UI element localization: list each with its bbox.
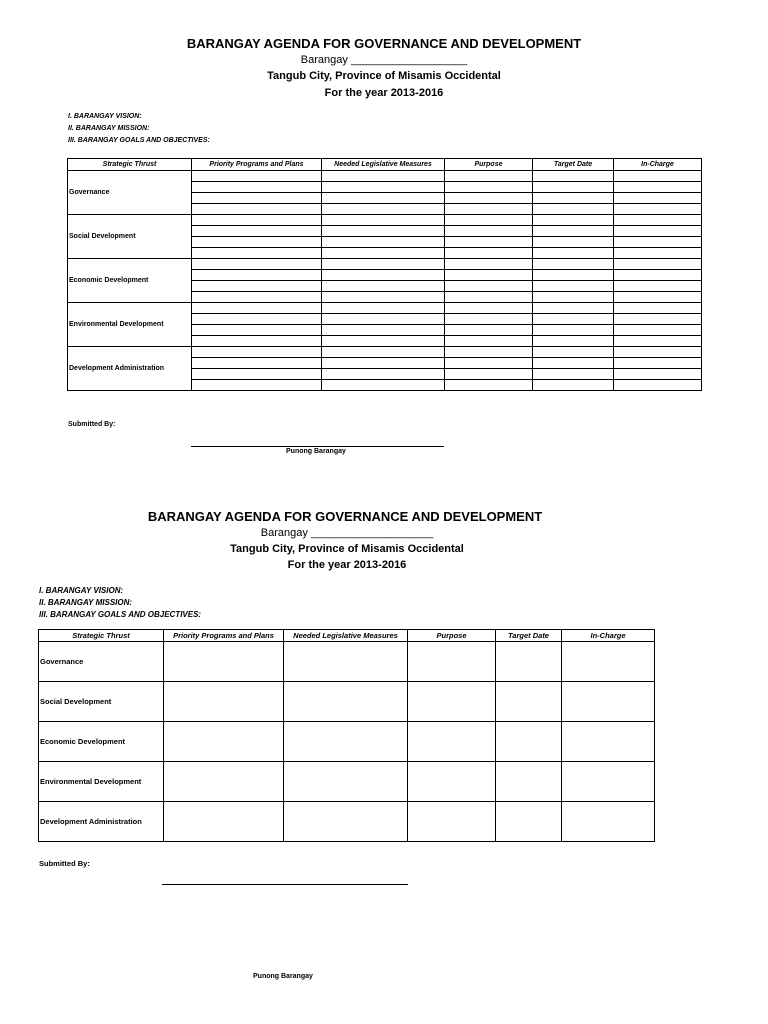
thrust-cell: Development Administration bbox=[68, 347, 192, 391]
entry-cell[interactable] bbox=[445, 182, 533, 193]
entry-cell[interactable] bbox=[322, 204, 445, 215]
entry-cell[interactable] bbox=[192, 358, 322, 369]
entry-cell[interactable] bbox=[533, 336, 614, 347]
table-row bbox=[39, 802, 655, 842]
entry-cell[interactable] bbox=[192, 292, 322, 303]
entry-cell[interactable] bbox=[562, 642, 655, 682]
signatory-label: Punong Barangay bbox=[253, 973, 313, 980]
entry-cell[interactable] bbox=[614, 182, 702, 193]
entry-cell[interactable] bbox=[322, 270, 445, 281]
entry-cell[interactable] bbox=[614, 325, 702, 336]
entry-cell[interactable] bbox=[322, 314, 445, 325]
entry-cell[interactable] bbox=[614, 292, 702, 303]
table-row bbox=[68, 303, 702, 314]
entry-cell[interactable] bbox=[533, 270, 614, 281]
entry-cell[interactable] bbox=[322, 303, 445, 314]
entry-cell[interactable] bbox=[614, 193, 702, 204]
entry-cell[interactable] bbox=[533, 369, 614, 380]
entry-cell[interactable] bbox=[445, 248, 533, 259]
entry-cell[interactable] bbox=[445, 270, 533, 281]
entry-cell[interactable] bbox=[614, 281, 702, 292]
entry-cell[interactable] bbox=[445, 204, 533, 215]
entry-cell[interactable] bbox=[562, 682, 655, 722]
table-row bbox=[39, 722, 655, 762]
col-header-target-date: Target Date bbox=[496, 630, 562, 642]
entry-cell[interactable] bbox=[614, 204, 702, 215]
entry-cell[interactable] bbox=[614, 369, 702, 380]
col-header-purpose: Purpose bbox=[408, 630, 496, 642]
entry-cell[interactable] bbox=[614, 237, 702, 248]
entry-cell[interactable] bbox=[408, 802, 496, 842]
location-line: Tangub City, Province of Misamis Occidental bbox=[230, 543, 464, 555]
entry-cell[interactable] bbox=[284, 802, 408, 842]
entry-cell[interactable] bbox=[192, 314, 322, 325]
table-row bbox=[39, 682, 655, 722]
entry-cell[interactable] bbox=[408, 642, 496, 682]
entry-cell[interactable] bbox=[533, 380, 614, 391]
col-header-legislative-measures: Needed Legislative Measures bbox=[322, 159, 445, 171]
entry-cell[interactable] bbox=[614, 347, 702, 358]
entry-cell[interactable] bbox=[614, 270, 702, 281]
entry-cell[interactable] bbox=[496, 682, 562, 722]
entry-cell[interactable] bbox=[533, 314, 614, 325]
entry-cell[interactable] bbox=[445, 347, 533, 358]
entry-cell[interactable] bbox=[192, 237, 322, 248]
entry-cell[interactable] bbox=[445, 325, 533, 336]
entry-cell[interactable] bbox=[192, 347, 322, 358]
entry-cell[interactable] bbox=[496, 722, 562, 762]
entry-cell[interactable] bbox=[445, 237, 533, 248]
entry-cell[interactable] bbox=[533, 171, 614, 182]
table-row bbox=[68, 259, 702, 270]
entry-cell[interactable] bbox=[562, 802, 655, 842]
entry-cell[interactable] bbox=[192, 281, 322, 292]
entry-cell[interactable] bbox=[322, 336, 445, 347]
entry-cell[interactable] bbox=[533, 358, 614, 369]
entry-cell[interactable] bbox=[192, 336, 322, 347]
entry-cell[interactable] bbox=[533, 215, 614, 226]
entry-cell[interactable] bbox=[533, 193, 614, 204]
entry-cell[interactable] bbox=[562, 722, 655, 762]
col-header-purpose: Purpose bbox=[445, 159, 533, 171]
form-title: BARANGAY AGENDA FOR GOVERNANCE AND DEVELOPMENT bbox=[147, 509, 543, 524]
entry-cell[interactable] bbox=[284, 682, 408, 722]
signature-line[interactable] bbox=[162, 884, 408, 885]
entry-cell[interactable] bbox=[284, 762, 408, 802]
entry-cell[interactable] bbox=[445, 358, 533, 369]
entry-cell[interactable] bbox=[445, 336, 533, 347]
entry-cell[interactable] bbox=[445, 369, 533, 380]
entry-cell[interactable] bbox=[445, 380, 533, 391]
entry-cell[interactable] bbox=[408, 682, 496, 722]
year-line: For the year 2013-2016 bbox=[324, 87, 444, 99]
entry-cell[interactable] bbox=[496, 762, 562, 802]
entry-cell[interactable] bbox=[192, 303, 322, 314]
entry-cell[interactable] bbox=[614, 358, 702, 369]
entry-cell[interactable] bbox=[322, 358, 445, 369]
entry-cell[interactable] bbox=[533, 248, 614, 259]
agenda-table bbox=[38, 629, 655, 842]
entry-cell[interactable] bbox=[445, 215, 533, 226]
entry-cell[interactable] bbox=[533, 347, 614, 358]
submitted-by-label: Submitted By: bbox=[39, 859, 90, 868]
entry-cell[interactable] bbox=[322, 347, 445, 358]
table-row bbox=[39, 762, 655, 802]
vision-label: I. BARANGAY VISION: bbox=[68, 113, 142, 120]
entry-cell[interactable] bbox=[322, 226, 445, 237]
entry-cell[interactable] bbox=[192, 226, 322, 237]
barangay-line: Barangay ___________________ bbox=[300, 54, 468, 66]
thrust-cell: Governance bbox=[39, 642, 164, 682]
goals-label: III. BARANGAY GOALS AND OBJECTIVES: bbox=[39, 610, 202, 619]
entry-cell[interactable] bbox=[192, 171, 322, 182]
entry-cell[interactable] bbox=[614, 248, 702, 259]
entry-cell[interactable] bbox=[408, 762, 496, 802]
table-row bbox=[68, 347, 702, 358]
entry-cell[interactable] bbox=[192, 248, 322, 259]
entry-cell[interactable] bbox=[614, 171, 702, 182]
table-row bbox=[68, 171, 702, 182]
entry-cell[interactable] bbox=[164, 642, 284, 682]
entry-cell[interactable] bbox=[192, 270, 322, 281]
thrust-cell: Environmental Development bbox=[68, 303, 192, 347]
entry-cell[interactable] bbox=[322, 292, 445, 303]
col-header-target-date: Target Date bbox=[533, 159, 614, 171]
entry-cell[interactable] bbox=[322, 248, 445, 259]
entry-cell[interactable] bbox=[322, 281, 445, 292]
location-line: Tangub City, Province of Misamis Occidental bbox=[267, 70, 501, 82]
entry-cell[interactable] bbox=[192, 193, 322, 204]
entry-cell[interactable] bbox=[614, 226, 702, 237]
entry-cell[interactable] bbox=[533, 237, 614, 248]
thrust-cell: Economic Development bbox=[68, 259, 192, 303]
entry-cell[interactable] bbox=[322, 193, 445, 204]
col-header-strategic-thrust: Strategic Thrust bbox=[39, 630, 164, 642]
col-header-legislative-measures: Needed Legislative Measures bbox=[284, 630, 408, 642]
entry-cell[interactable] bbox=[445, 292, 533, 303]
entry-cell[interactable] bbox=[445, 281, 533, 292]
entry-cell[interactable] bbox=[445, 303, 533, 314]
goals-label: III. BARANGAY GOALS AND OBJECTIVES: bbox=[68, 137, 210, 144]
thrust-cell: Social Development bbox=[39, 682, 164, 722]
entry-cell[interactable] bbox=[164, 802, 284, 842]
year-line: For the year 2013-2016 bbox=[287, 559, 407, 571]
entry-cell[interactable] bbox=[164, 762, 284, 802]
entry-cell[interactable] bbox=[164, 722, 284, 762]
signatory-label: Punong Barangay bbox=[286, 448, 346, 455]
entry-cell[interactable] bbox=[284, 722, 408, 762]
entry-cell[interactable] bbox=[322, 369, 445, 380]
table-row bbox=[39, 642, 655, 682]
mission-label: II. BARANGAY MISSION: bbox=[39, 598, 133, 607]
entry-cell[interactable] bbox=[445, 193, 533, 204]
entry-cell[interactable] bbox=[533, 204, 614, 215]
agenda-table bbox=[67, 158, 702, 391]
entry-cell[interactable] bbox=[614, 259, 702, 270]
entry-cell[interactable] bbox=[496, 642, 562, 682]
submitted-by-label: Submitted By: bbox=[68, 421, 116, 428]
mission-label: II. BARANGAY MISSION: bbox=[68, 125, 150, 132]
entry-cell[interactable] bbox=[533, 303, 614, 314]
thrust-cell: Social Development bbox=[68, 215, 192, 259]
entry-cell[interactable] bbox=[445, 226, 533, 237]
col-header-strategic-thrust: Strategic Thrust bbox=[68, 159, 192, 171]
entry-cell[interactable] bbox=[192, 369, 322, 380]
entry-cell[interactable] bbox=[614, 380, 702, 391]
entry-cell[interactable] bbox=[533, 226, 614, 237]
entry-cell[interactable] bbox=[192, 215, 322, 226]
entry-cell[interactable] bbox=[192, 380, 322, 391]
entry-cell[interactable] bbox=[614, 336, 702, 347]
col-header-priority-programs: Priority Programs and Plans bbox=[164, 630, 284, 642]
entry-cell[interactable] bbox=[614, 215, 702, 226]
table-row bbox=[68, 215, 702, 226]
entry-cell[interactable] bbox=[322, 215, 445, 226]
entry-cell[interactable] bbox=[533, 325, 614, 336]
entry-cell[interactable] bbox=[322, 182, 445, 193]
entry-cell[interactable] bbox=[562, 762, 655, 802]
entry-cell[interactable] bbox=[614, 303, 702, 314]
entry-cell[interactable] bbox=[322, 237, 445, 248]
entry-cell[interactable] bbox=[192, 259, 322, 270]
entry-cell[interactable] bbox=[408, 722, 496, 762]
thrust-cell: Development Administration bbox=[39, 802, 164, 842]
thrust-cell: Governance bbox=[68, 171, 192, 215]
entry-cell[interactable] bbox=[533, 259, 614, 270]
entry-cell[interactable] bbox=[322, 259, 445, 270]
entry-cell[interactable] bbox=[533, 182, 614, 193]
entry-cell[interactable] bbox=[192, 204, 322, 215]
signature-line[interactable] bbox=[191, 446, 444, 447]
thrust-cell: Economic Development bbox=[39, 722, 164, 762]
col-header-in-charge: In-Charge bbox=[614, 159, 702, 171]
thrust-cell: Environmental Development bbox=[39, 762, 164, 802]
entry-cell[interactable] bbox=[192, 182, 322, 193]
entry-cell[interactable] bbox=[322, 380, 445, 391]
entry-cell[interactable] bbox=[445, 314, 533, 325]
vision-label: I. BARANGAY VISION: bbox=[39, 586, 124, 595]
col-header-in-charge: In-Charge bbox=[562, 630, 655, 642]
entry-cell[interactable] bbox=[614, 314, 702, 325]
entry-cell[interactable] bbox=[192, 325, 322, 336]
entry-cell[interactable] bbox=[445, 171, 533, 182]
entry-cell[interactable] bbox=[322, 171, 445, 182]
barangay-line: Barangay ____________________ bbox=[260, 527, 434, 539]
entry-cell[interactable] bbox=[533, 281, 614, 292]
entry-cell[interactable] bbox=[164, 682, 284, 722]
entry-cell[interactable] bbox=[533, 292, 614, 303]
entry-cell[interactable] bbox=[322, 325, 445, 336]
col-header-priority-programs: Priority Programs and Plans bbox=[192, 159, 322, 171]
form-title: BARANGAY AGENDA FOR GOVERNANCE AND DEVELOPMENT bbox=[186, 36, 582, 51]
entry-cell[interactable] bbox=[445, 259, 533, 270]
entry-cell[interactable] bbox=[496, 802, 562, 842]
entry-cell[interactable] bbox=[284, 642, 408, 682]
